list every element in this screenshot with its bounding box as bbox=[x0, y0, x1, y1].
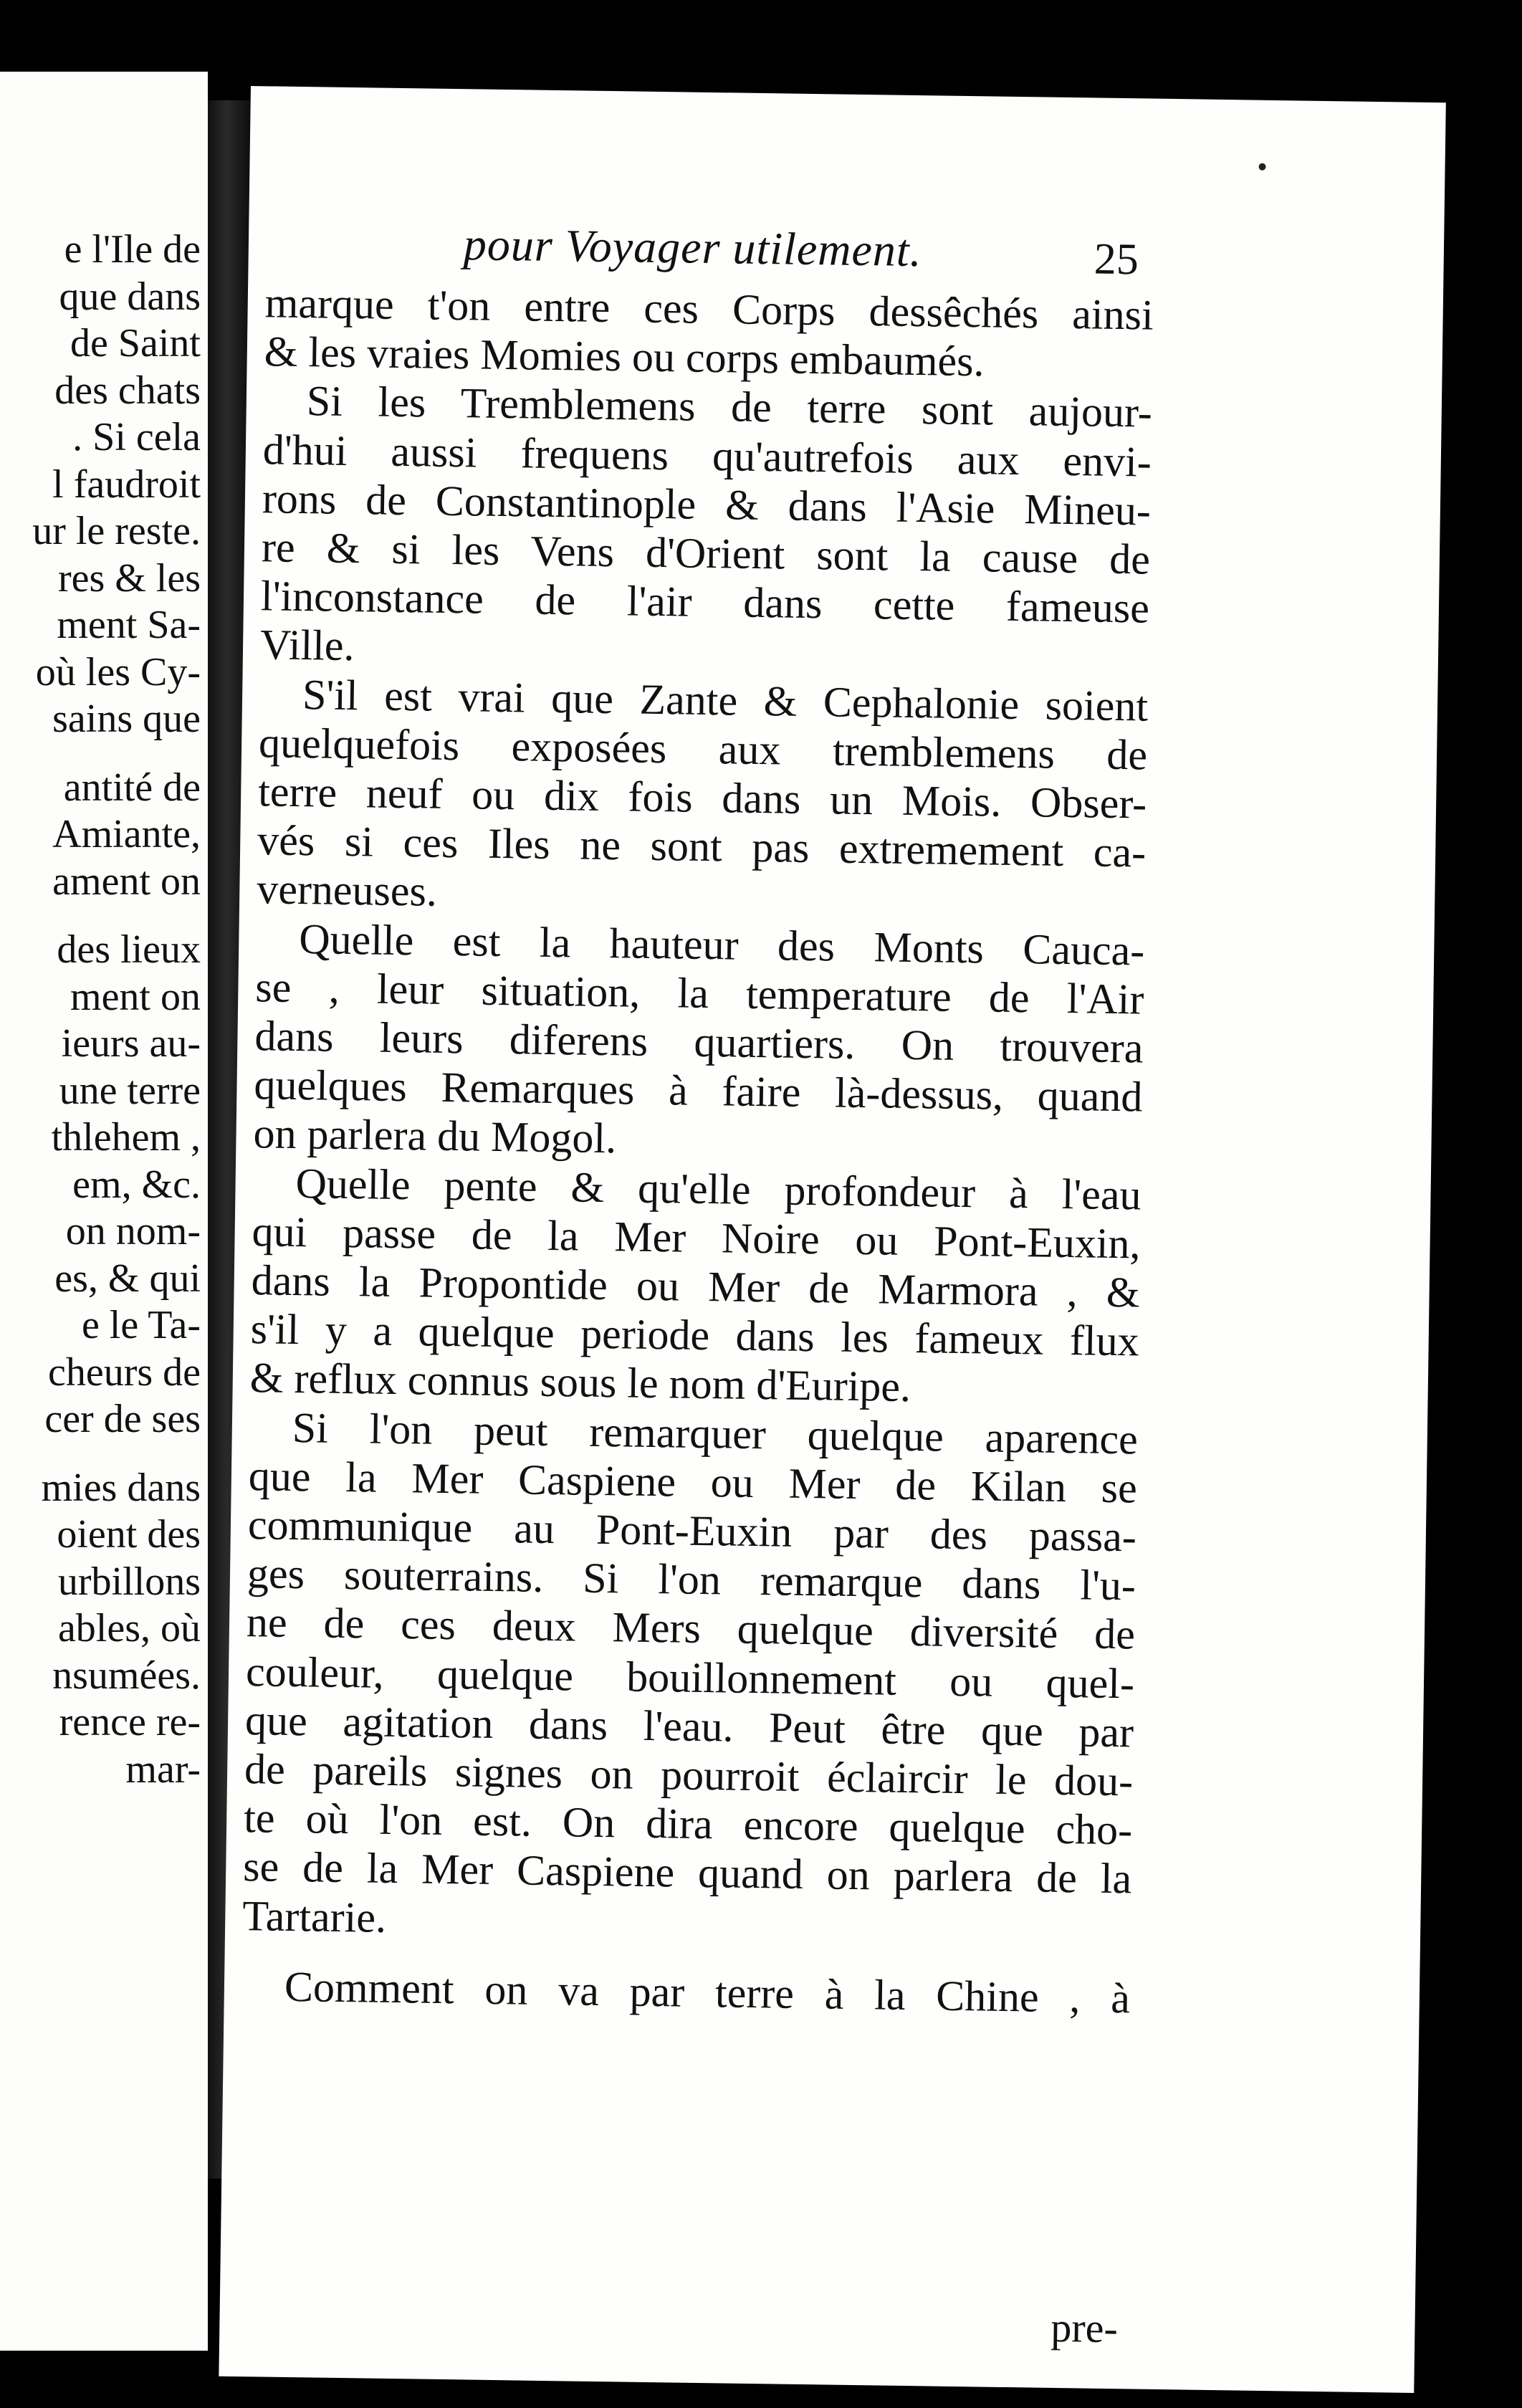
right-page bbox=[219, 86, 1445, 2393]
body-text-line: communique au Pont-Euxin par des passa- bbox=[247, 1501, 1137, 1561]
body-text-line: terre neuf ou dix fois dans un Mois. Obser- bbox=[257, 768, 1147, 828]
body-text-line: que la Mer Caspiene ou Mer de Kilan se bbox=[248, 1451, 1138, 1512]
body-text-line: & reflux connus sous le nom d'Euripe. bbox=[249, 1354, 911, 1411]
body-text-line: dans la Propontide ou Mer de Marmora , & bbox=[251, 1256, 1141, 1317]
left-page-line: antité de bbox=[63, 765, 201, 810]
body-text-line: qui passe de la Mer Noire ou Pont-Euxin, bbox=[252, 1207, 1142, 1268]
left-page-line: ables, où bbox=[57, 1606, 201, 1650]
body-text-line: que agitation dans l'eau. Peut être que par bbox=[244, 1696, 1134, 1757]
left-page-line: ieurs au- bbox=[61, 1021, 201, 1066]
body-text-line: vés si ces Iles ne sont pas extremement ca- bbox=[257, 816, 1147, 876]
left-page-line: on nom- bbox=[65, 1209, 201, 1253]
ink-spot bbox=[1258, 163, 1265, 171]
left-page-line: Amiante, bbox=[52, 812, 201, 856]
left-page-line: de Saint bbox=[70, 321, 201, 366]
left-page-line: thlehem , bbox=[51, 1115, 201, 1160]
left-page-line: nsumées. bbox=[52, 1653, 201, 1698]
body-text-line: te où l'on est. On dira encore quelque cho- bbox=[243, 1794, 1133, 1854]
left-page-line: . Si cela bbox=[72, 415, 201, 459]
catchword: pre- bbox=[1050, 2303, 1119, 2352]
body-text-line: Ville. bbox=[259, 621, 355, 670]
left-page-line: ment on bbox=[70, 974, 201, 1019]
running-header: pour Voyager utilement. bbox=[463, 219, 923, 277]
left-page-line: où les Cy- bbox=[35, 649, 201, 694]
body-text-line: verneuses. bbox=[256, 865, 438, 916]
left-page-line: em, &c. bbox=[72, 1162, 201, 1207]
left-page-line: cheurs de bbox=[47, 1349, 201, 1395]
body-text-line: couleur, quelque bouillonnement ou quel- bbox=[245, 1647, 1135, 1708]
body-text-line: se , leur situation, la temperature de l'Air bbox=[254, 963, 1144, 1023]
left-page-line: res & les bbox=[57, 555, 201, 601]
body-text-line: s'il y a quelque periode dans les fameux flux bbox=[250, 1305, 1140, 1365]
body-text-line: quelquefois exposées aux tremblemens de bbox=[258, 719, 1148, 779]
body-text-line: quelques Remarques à faire là-dessus, quand bbox=[254, 1061, 1143, 1121]
left-page-line: oient des bbox=[57, 1512, 201, 1557]
body-text-line: on parlera du Mogol. bbox=[253, 1109, 617, 1162]
body-text-line: d'hui aussi frequens qu'autrefois aux envi- bbox=[262, 425, 1152, 486]
body-text-line: ne de ces deux Mers quelque diversité de bbox=[246, 1598, 1136, 1658]
body-text-line: l'inconstance de l'air dans cette fameuse bbox=[260, 572, 1150, 632]
body-text-line: Comment on va par terre à la Chine , à bbox=[284, 1962, 1131, 2022]
left-page-line: des chats bbox=[54, 368, 201, 413]
left-page-line: urbillons bbox=[57, 1559, 201, 1604]
body-text-line: rons de Constantinople & dans l'Asie Mineu- bbox=[262, 474, 1152, 535]
body-text-line: S'il est vrai que Zante & Cephalonie soient bbox=[302, 670, 1149, 730]
body-text-line: Quelle est la hauteur des Monts Cauca- bbox=[298, 914, 1145, 975]
body-text-line: se de la Mer Caspiene quand on parlera de la bbox=[242, 1843, 1132, 1903]
body-text-line: re & si les Vens d'Orient sont la cause de bbox=[261, 523, 1151, 583]
left-page-line: des lieux bbox=[57, 927, 201, 972]
body-text-line: Si l'on peut remarquer quelque aparence bbox=[292, 1403, 1139, 1463]
body-text-line: marque t'on entre ces Corps dessêchés ainsi bbox=[264, 279, 1154, 339]
left-facing-page bbox=[0, 72, 208, 2351]
left-page-line: l faudroit bbox=[52, 462, 201, 507]
page-number: 25 bbox=[1093, 234, 1139, 285]
left-page-line: ament on bbox=[52, 859, 201, 904]
left-page-line: mar- bbox=[125, 1747, 201, 1792]
left-page-line: que dans bbox=[59, 274, 201, 319]
body-text-line: de pareils signes on pourroit éclaircir le dou- bbox=[244, 1745, 1134, 1805]
left-page-line: mies dans bbox=[41, 1465, 201, 1510]
body-text-line: & les vraies Momies ou corps embaumés. bbox=[264, 328, 985, 386]
left-page-line: e le Ta- bbox=[81, 1303, 201, 1347]
left-page-line: ur le reste. bbox=[32, 509, 201, 553]
body-text-line: Quelle pente & qu'elle profondeur à l'eau bbox=[295, 1159, 1142, 1219]
body-text-line: Tartarie. bbox=[241, 1891, 387, 1941]
left-page-line: es, & qui bbox=[54, 1256, 201, 1301]
left-page-line: ment Sa- bbox=[57, 603, 201, 647]
body-text-line: ges souterrains. Si l'on remarque dans l'u- bbox=[247, 1549, 1136, 1610]
body-text-line: Si les Tremblemens de terre sont aujour- bbox=[306, 377, 1153, 436]
left-page-line: e l'Ile de bbox=[64, 227, 201, 272]
left-page-line: sains que bbox=[52, 697, 201, 741]
body-text-line: dans leurs diferens quartiers. On trouvera bbox=[254, 1012, 1144, 1072]
left-page-line: cer de ses bbox=[44, 1397, 201, 1441]
left-page-line: une terre bbox=[59, 1068, 201, 1113]
left-page-line: rence re- bbox=[59, 1700, 201, 1744]
